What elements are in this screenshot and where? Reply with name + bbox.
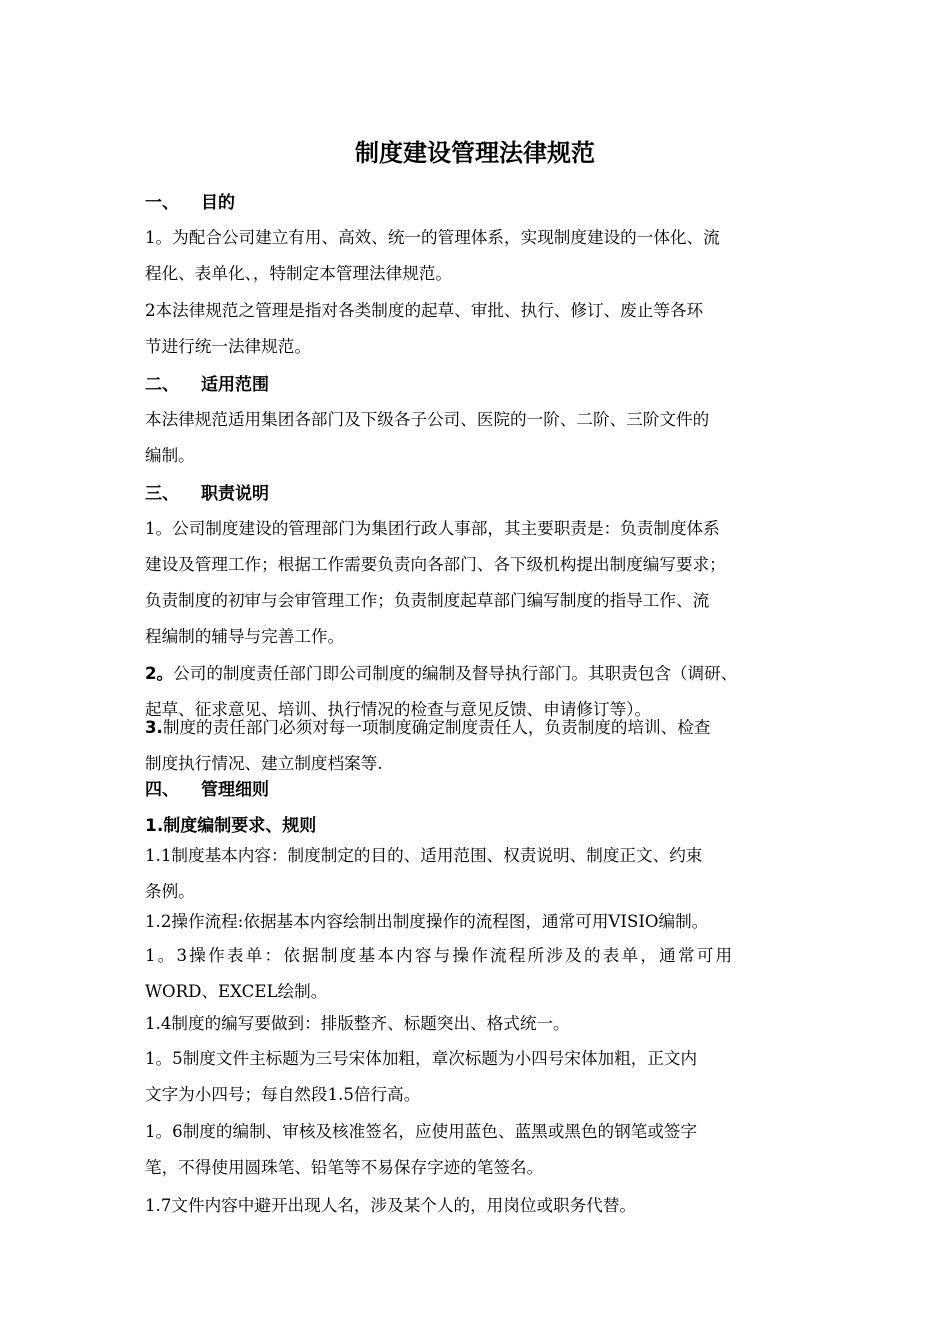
- section-title: 管理细则: [201, 780, 269, 800]
- text-run: 公司的制度责任部门即公司制度的编制及督导执行部门。其职责包含（调研、: [173, 664, 738, 683]
- paragraph: [145, 904, 815, 940]
- paragraph: [145, 938, 815, 1010]
- text-line: 节进行统一法律规范。: [145, 337, 311, 356]
- paragraph: [145, 1041, 815, 1113]
- paragraph: [145, 1188, 815, 1224]
- section-number: 四、: [145, 780, 179, 800]
- text-line: WORD、EXCEL绘制。: [145, 982, 328, 1001]
- text-line: 1.7文件内容中避开出现人名，涉及某个人的，用岗位或职务代替。: [145, 1196, 637, 1215]
- text-line: [145, 710, 815, 746]
- text-line: 1.4制度的编写要做到：排版整齐、标题突出、格式统一。: [145, 1014, 570, 1033]
- text-line: 编制。: [145, 446, 195, 465]
- text-line: 制度执行情况、建立制度档案等.: [145, 754, 383, 773]
- paragraph: [145, 838, 815, 910]
- text-line: [145, 656, 815, 692]
- text-line: 负责制度的初审与会审管理工作；负责制度起草部门编写制度的指导工作、流: [145, 591, 710, 610]
- paragraph: [145, 511, 815, 655]
- section-heading-responsibilities: [145, 482, 269, 506]
- section-heading-management-rules: [145, 778, 269, 802]
- subsection-heading: 1.制度编制要求、规则: [145, 816, 317, 836]
- paragraph: [145, 1006, 815, 1042]
- item-number: 3.: [145, 718, 163, 737]
- paragraph: [145, 1114, 815, 1186]
- section-number: 一、: [145, 193, 179, 213]
- text-line: 1。6制度的编制、审核及核准签名，应使用蓝色、蓝黑或黑色的钢笔或签字: [145, 1122, 698, 1141]
- document-title: 制度建设管理法律规范: [355, 139, 595, 167]
- text-line: 文字为小四号；每自然段1.5倍行高。: [145, 1085, 421, 1104]
- text-line: 建设及管理工作；根据工作需要负责向各部门、各下级机构提出制度编写要求；: [145, 555, 726, 574]
- text-line: 程化、表单化、，特制定本管理法律规范。: [145, 264, 452, 283]
- text-line: 1.1制度基本内容：制度制定的目的、适用范围、权责说明、制度正文、约束: [145, 846, 703, 865]
- text-line: 条例。: [145, 882, 195, 901]
- section-number: 二、: [145, 375, 179, 395]
- text-line: 起草、征求意见、培训、执行情况的检查与意见反馈、申请修订等）。: [145, 700, 652, 719]
- section-heading-scope: [145, 373, 269, 397]
- text-run: 制度的责任部门必须对每一项制度确定制度责任人，负责制度的培训、检查: [162, 718, 711, 737]
- text-line: 1.2操作流程:依据基本内容绘制出制度操作的流程图，通常可用VISIO编制。: [145, 912, 709, 931]
- text-line: 程编制的辅导与完善工作。: [145, 627, 345, 646]
- section-heading-purpose: [145, 191, 235, 215]
- text-line: 1。5制度文件主标题为三号宋体加粗，章次标题为小四号宋体加粗，正文内: [145, 1049, 698, 1068]
- section-title: 职责说明: [201, 484, 269, 504]
- section-title: 目的: [201, 193, 235, 213]
- paragraph: [145, 293, 815, 365]
- paragraph: [145, 220, 815, 292]
- text-line: 本法律规范适用集团各部门及下级各子公司、医院的一阶、二阶、三阶文件的: [145, 410, 710, 429]
- section-title: 适用范围: [201, 375, 269, 395]
- text-line: 1。公司制度建设的管理部门为集团行政人事部，其主要职责是：负责制度体系: [145, 519, 720, 538]
- text-line: 2本法律规范之管理是指对各类制度的起草、审批、执行、修订、废止等各环: [145, 301, 704, 320]
- item-number: 2。: [145, 664, 174, 683]
- text-line: 笔，不得使用圆珠笔、铅笔等不易保存字迹的笔签名。: [145, 1158, 544, 1177]
- section-number: 三、: [145, 484, 179, 504]
- text-line: 1。3操作表单：依据制度基本内容与操作流程所涉及的表单，通常可用: [145, 946, 735, 965]
- paragraph: [145, 402, 815, 474]
- text-line: 1。为配合公司建立有用、高效、统一的管理体系，实现制度建设的一体化、流: [145, 228, 720, 247]
- paragraph: [145, 710, 815, 782]
